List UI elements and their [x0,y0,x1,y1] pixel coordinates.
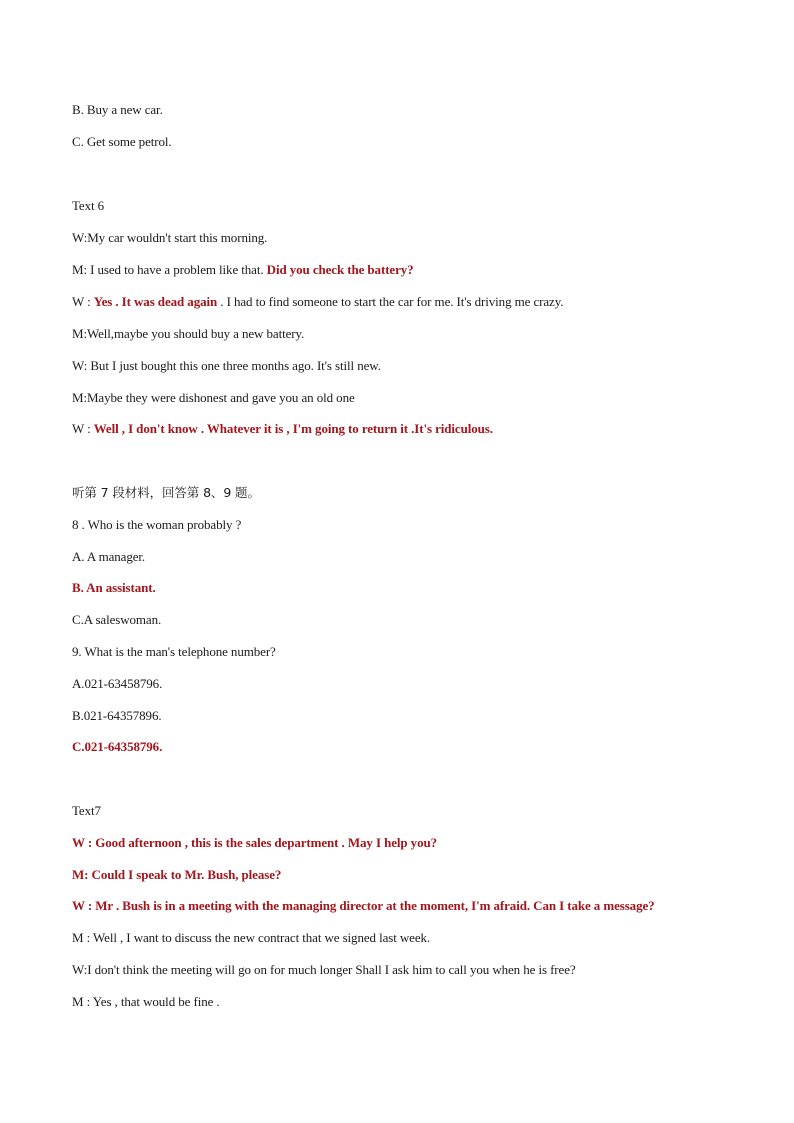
section-instruction: 听第 7 段材料，回答第 8、9 题。 [72,485,260,500]
text6-line-2 [72,262,414,278]
text6-line-2-normal: M: I used to have a problem like that. [72,262,267,277]
text6-line-3-normal: . I had to find someone to start the car for me. It's driving me crazy. [217,294,564,309]
q9-option-b: B.021-64357896. [72,708,162,723]
text6-title: Text 6 [72,198,105,213]
text7-line-2: M: Could I speak to Mr. Bush, please? [72,867,282,882]
text6-line-3-answer: Yes . It was dead again [93,294,218,309]
q9-option-a: A.021-63458796. [72,676,163,691]
text6-line-2-answer: Did you check the battery? [266,262,414,277]
q7-option-c: C. Get some petrol. [72,134,172,149]
text6-line-7-speaker: W : [72,421,94,436]
text6-line-7 [72,421,493,437]
text7-line-5: W:I don't think the meeting will go on for much longer Shall I ask him to call you when he is free? [72,962,576,977]
q8-option-c: C.A saleswoman. [72,612,162,627]
text6-line-6: M:Maybe they were dishonest and gave you an old one [72,390,355,405]
text6-line-1: W:My car wouldn't start this morning. [72,230,268,245]
text6-line-5: W: But I just bought this one three months ago. It's still new. [72,358,381,373]
text7-line-3: W : Mr . Bush is in a meeting with the managing director at the moment, I'm afraid. Can I take a message? [72,898,655,913]
text7-title: Text7 [72,803,101,818]
text6-line-3 [72,294,563,310]
text6-line-4: M:Well,maybe you should buy a new battery. [72,326,305,341]
q8-option-b-answer: B. An assistant. [72,580,156,595]
text7-line-6: M : Yes , that would be fine . [72,994,220,1009]
q9-question: 9. What is the man's telephone number? [72,644,276,659]
q7-option-b: B. Buy a new car. [72,102,163,117]
text7-line-1: W : Good afternoon , this is the sales department . May I help you? [72,835,438,850]
q8-option-a: A. A manager. [72,549,146,564]
text7-line-4: M : Well , I want to discuss the new contract that we signed last week. [72,930,431,945]
text6-line-7-answer: Well , I don't know . Whatever it is , I'm going to return it .It's ridiculous. [93,421,493,436]
q9-option-c-answer: C.021-64358796. [72,739,163,754]
q8-question: 8 . Who is the woman probably ? [72,517,242,532]
text6-line-3-speaker: W : [72,294,94,309]
